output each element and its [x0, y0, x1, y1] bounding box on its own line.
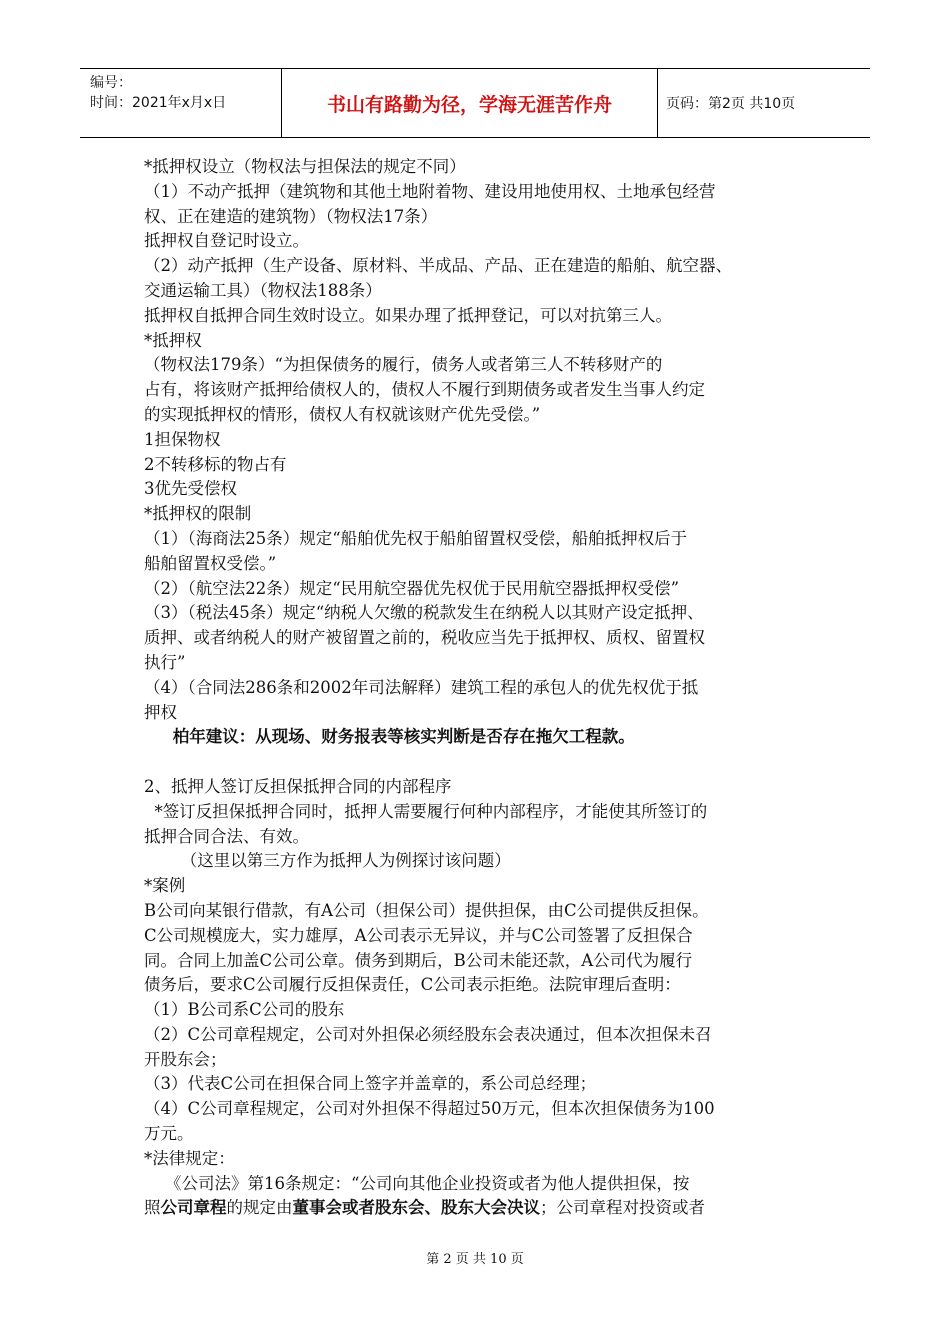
text-line: B公司向某银行借款，有A公司（担保公司）提供担保，由C公司提供反担保。: [144, 900, 709, 920]
header-motto: 书山有路勤为径，学海无涯苦作舟: [282, 69, 658, 137]
text-segment: 照: [144, 1198, 161, 1218]
text-line: （3）代表C公司在担保合同上签字并盖章的，系公司总经理；: [144, 1074, 597, 1094]
text-line: C公司规模庞大，实力雄厚，A公司表示无异议，并与C公司签署了反担保合: [144, 925, 693, 945]
text-line: 权、正在建造的建筑物）（物权法17条）: [144, 206, 438, 226]
text-line: （1）B公司系C公司的股东: [144, 1000, 345, 1020]
document-date: 时间：2021年x月x日: [90, 95, 227, 111]
text-line: 的实现抵押权的情形，债权人有权就该财产优先受偿。”: [144, 404, 541, 424]
text-line: （3）（税法45条）规定“纳税人欠缴的税款发生在纳税人以其财产设定抵押、: [144, 603, 704, 623]
text-line: （4）C公司章程规定，公司对外担保不得超过50万元，但本次担保债务为100: [144, 1099, 715, 1119]
text-line: 质押、或者纳税人的财产被留置之前的，税收应当先于抵押权、质权、留置权: [144, 628, 705, 648]
bold-segment: 董事会或者股东会、股东大会决议: [292, 1198, 540, 1218]
text-segment: 的规定由: [226, 1198, 293, 1218]
text-line: （1）（海商法25条）规定“船舶优先权于船舶留置权受偿，船舶抵押权后于: [144, 528, 688, 548]
advice-line: 柏年建议：从现场、财务报表等核实判断是否存在拖欠工程款。: [144, 727, 635, 747]
text-line: 1担保物权: [144, 429, 221, 449]
page-footer: 第 2 页 共 10 页: [426, 1252, 524, 1267]
text-line-mixed: [144, 1196, 810, 1221]
header-meta: [80, 69, 282, 137]
page-header: [80, 68, 870, 138]
text-line: （物权法179条）“为担保债务的履行，债务人或者第三人不转移财产的: [144, 355, 663, 375]
text-line: 《公司法》第16条规定：“公司向其他企业投资或者为他人提供担保，按: [144, 1173, 690, 1193]
text-line: （4）（合同法286条和2002年司法解释）建筑工程的承包人的优先权优于抵: [144, 677, 699, 697]
text-line: *案例: [144, 876, 186, 896]
document-number: 编号：: [90, 75, 132, 91]
text-line: 占有，将该财产抵押给债权人的，债权人不履行到期债务或者发生当事人约定: [144, 380, 705, 400]
text-line: *抵押权: [144, 330, 202, 350]
text-line: 抵押权自抵押合同生效时设立。如果办理了抵押登记，可以对抗第三人。: [144, 305, 672, 325]
bold-segment: 公司章程: [160, 1198, 227, 1218]
text-line: 同。合同上加盖C公司公章。债务到期后，B公司未能还款，A公司代为履行: [144, 950, 693, 970]
text-line: 3优先受偿权: [144, 479, 237, 499]
text-line: （2）（航空法22条）规定“民用航空器优先权优于民用航空器抵押权受偿”: [144, 578, 680, 598]
text-line: 抵押权自登记时设立。: [144, 231, 309, 251]
text-line: 万元。: [144, 1124, 194, 1144]
text-line: （2）动产抵押（生产设备、原材料、半成品、产品、正在建造的船舶、航空器、: [144, 256, 732, 276]
text-line: 2不转移标的物占有: [144, 454, 287, 474]
text-line: 债务后，要求C公司履行反担保责任，C公司表示拒绝。法院审理后查明：: [144, 975, 681, 995]
text-line: 押权: [144, 702, 177, 722]
document-body: [144, 155, 810, 1221]
text-segment: ；公司章程对投资或者: [540, 1198, 705, 1218]
text-line: *抵押权的限制: [144, 504, 252, 524]
text-line: 执行”: [144, 652, 186, 672]
text-line: *签订反担保抵押合同时，抵押人需要履行何种内部程序，才能使其所签订的: [144, 801, 708, 821]
text-line: （这里以第三方作为抵押人为例探讨该问题）: [144, 851, 511, 871]
text-line: （1）不动产抵押（建筑物和其他土地附着物、建设用地使用权、土地承包经营: [144, 181, 716, 201]
text-line: *法律规定：: [144, 1148, 235, 1168]
header-page-info: 页码：第2页 共10页: [666, 96, 796, 112]
text-line: 抵押合同合法、有效。: [144, 826, 309, 846]
text-line: 交通运输工具）（物权法188条）: [144, 280, 382, 300]
blank-line: [144, 750, 810, 775]
text-line: （2）C公司章程规定，公司对外担保必须经股东会表决通过，但本次担保未召: [144, 1024, 712, 1044]
text-line: 开股东会；: [144, 1049, 227, 1069]
text-line: 船舶留置权受偿。”: [144, 553, 277, 573]
text-line: *抵押权设立（物权法与担保法的规定不同）: [144, 157, 466, 176]
text-line: 2、抵押人签订反担保抵押合同的内部程序: [144, 776, 452, 796]
